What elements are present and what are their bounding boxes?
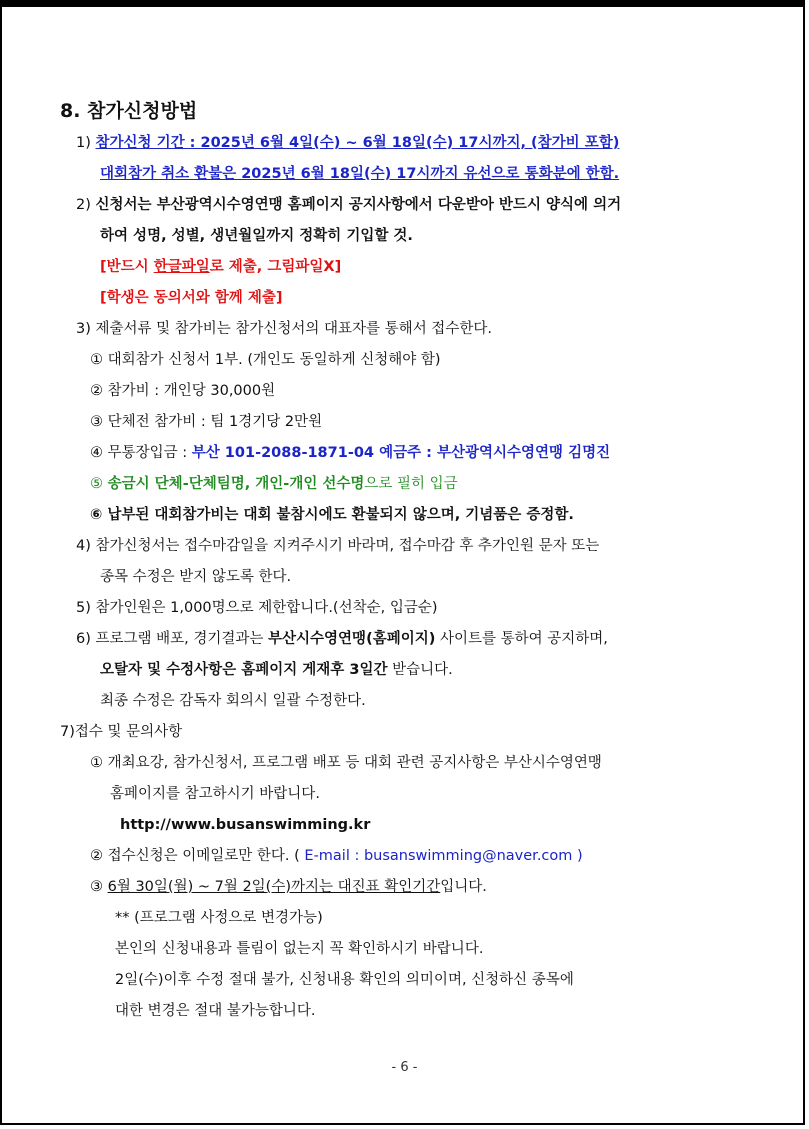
item7-note4: 대한 변경은 절대 불가능합니다. — [115, 1003, 316, 1019]
website-url[interactable]: http://www.busanswimming.kr — [120, 817, 371, 833]
correction-rule: 오탈자 및 수정사항은 홈페이지 게재후 3일간 — [100, 662, 388, 678]
item3-number: 3) — [76, 321, 91, 337]
sub5-suffix: 으로 필히 입금 — [364, 476, 458, 492]
item3-line — [60, 314, 780, 345]
item7-note2: 본인의 신청내용과 틀림이 없는지 꼭 확인하시기 바랍니다. — [115, 941, 484, 957]
federation-homepage: 부산시수영연맹(홈페이지) — [268, 631, 436, 647]
item2-line1 — [60, 190, 780, 221]
item2-line2: 하여 성명, 성별, 생년월일까지 정확히 기입할 것. — [100, 228, 413, 244]
section-title: 8. 참가신청방법 — [60, 100, 198, 122]
sub3-suffix: 입니다. — [440, 879, 487, 895]
registration-period: 참가신청 기간 : 2025년 6월 4일(수) ~ 6월 18일(수) 17시까지, (참가비 포함) — [95, 135, 620, 151]
item7-note1: ** (프로그램 사정으로 변경가능) — [115, 910, 323, 926]
bank-label: ④ 무통장입금 : — [90, 445, 192, 461]
note1-prefix: [반드시 — [100, 259, 154, 275]
item1-number: 1) — [76, 135, 91, 151]
item3-sub4 — [60, 438, 780, 469]
item2-text1: 신청서는 부산광역시수영연맹 홈페이지 공지사항에서 다운받아 반드시 양식에 의거 — [95, 197, 622, 213]
item2-note1 — [60, 252, 780, 283]
item7-sub2 — [60, 841, 780, 872]
email-close-paren: ) — [572, 848, 583, 864]
sub5-marker: ⑤ — [90, 476, 108, 492]
item7-sub1-line2: 홈페이지를 참고하시기 바랍니다. — [110, 786, 320, 802]
item6-text1c: 사이트를 통하여 공지하며, — [435, 631, 608, 647]
item7-sub3 — [60, 872, 780, 903]
item3-sub2: ② 참가비 : 개인당 30,000원 — [90, 383, 276, 399]
item1-line1 — [60, 128, 780, 159]
note1-suffix: 로 제출, 그림파일X] — [209, 259, 342, 275]
item3-sub3: ③ 단체전 참가비 : 팀 1경기당 2만원 — [90, 414, 323, 430]
item4-number: 4) — [76, 538, 91, 554]
email-rule: ② 접수신청은 이메일로만 한다. ( — [90, 848, 305, 864]
item6-line2 — [60, 655, 780, 686]
item6-text1a: 프로그램 배포, 경기결과는 — [95, 631, 269, 647]
item2-note2: [학생은 동의서와 함께 제출] — [100, 290, 283, 306]
item5-text: 참가인원은 1,000명으로 제한합니다.(선착순, 입금순) — [95, 600, 438, 616]
item6-number: 6) — [76, 631, 91, 647]
note1-hangul-file: 한글파일 — [153, 259, 210, 275]
item2-number: 2) — [76, 197, 91, 213]
item3-sub6: ⑥ 납부된 대회참가비는 대회 불참시에도 환불되지 않으며, 기념품은 증정함. — [90, 507, 574, 523]
bank-account: 부산 101-2088-1871-04 예금주 : 부산광역시수영연맹 김명진 — [191, 445, 611, 461]
item7-sub1-line1: ① 개최요강, 참가신청서, 프로그램 배포 등 대회 관련 공지사항은 부산시수영연맹 — [90, 755, 602, 771]
sub3-marker: ③ — [90, 879, 108, 895]
bracket-check-period: 6월 30일(월) ~ 7월 2일(수)까지는 대진표 확인기간 — [107, 879, 441, 895]
item3-sub1: ① 대회참가 신청서 1부. (개인도 동일하게 신청해야 함) — [90, 352, 441, 368]
item5-line — [60, 593, 780, 624]
remittance-name-rule: 송금시 단체-단체팀명, 개인-개인 선수명 — [107, 476, 365, 492]
item6-line3: 최종 수정은 감독자 회의시 일괄 수정한다. — [100, 693, 366, 709]
item7-heading: 7)접수 및 문의사항 — [60, 724, 183, 740]
item5-number: 5) — [76, 600, 91, 616]
page-number: - 6 - — [391, 1060, 418, 1075]
item3-sub5 — [60, 469, 780, 500]
item6-line1 — [60, 624, 780, 655]
item7-note3: 2일(수)이후 수정 절대 불가, 신청내용 확인의 의미이며, 신청하신 종목에 — [115, 972, 574, 988]
document-page — [60, 96, 780, 1027]
email-address[interactable]: E-mail : busanswimming@naver.com — [304, 848, 573, 864]
item6-text2b: 받습니다. — [387, 662, 453, 678]
item4-line2: 종목 수정은 받지 않도록 한다. — [100, 569, 292, 585]
item4-text1: 참가신청서는 접수마감일을 지켜주시기 바라며, 접수마감 후 추가인원 문자 또는 — [95, 538, 600, 554]
item4-line1 — [60, 531, 780, 562]
item1-line2 — [60, 159, 780, 190]
item3-text: 제출서류 및 참가비는 참가신청서의 대표자를 통해서 접수한다. — [95, 321, 492, 337]
refund-policy: 대회참가 취소 환불은 2025년 6월 18일(수) 17시까지 유선으로 통화분에 한함. — [100, 166, 620, 182]
